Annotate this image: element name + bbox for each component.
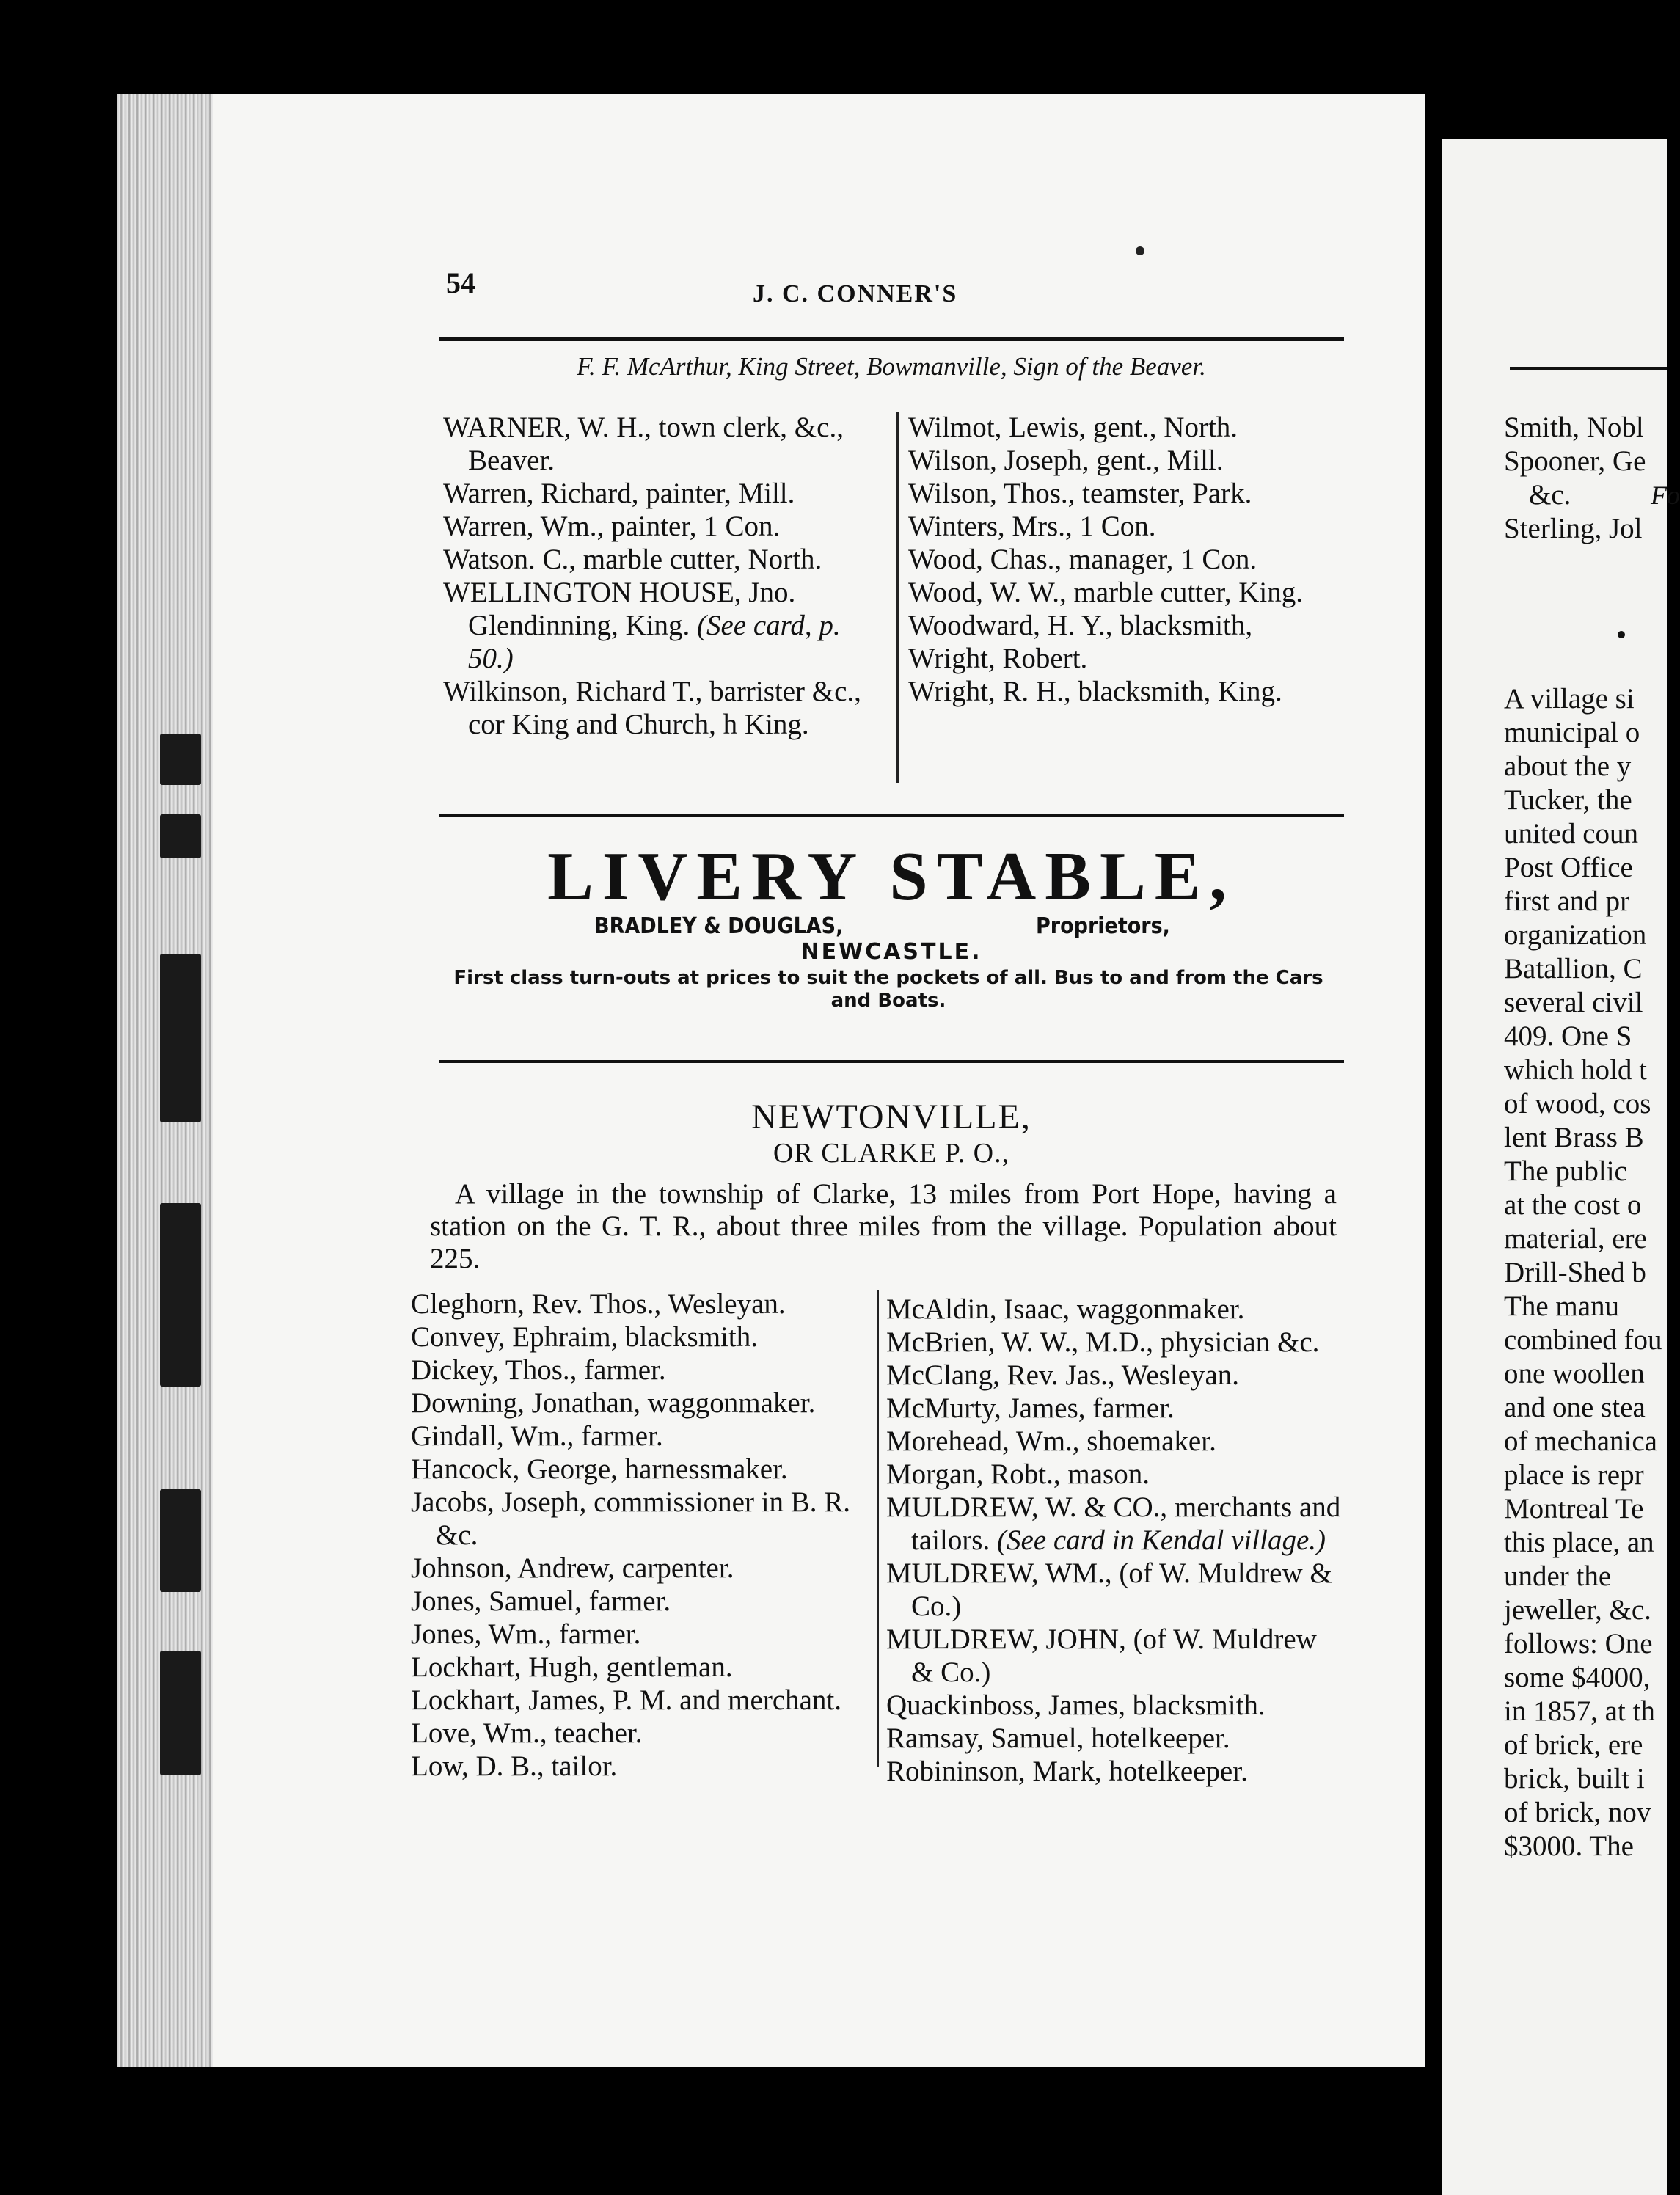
card-reference: (See card, p. 50.): [468, 610, 841, 674]
ink-speck: [1618, 631, 1625, 638]
list-item: combined fou: [1504, 1324, 1662, 1356]
list-item: first and pr: [1504, 885, 1630, 917]
list-item: Jones, Samuel, farmer.: [411, 1585, 671, 1617]
facing-body-lines: [1504, 682, 1662, 1863]
list-item: McBrien, W. W., M.D., physician &c.: [886, 1326, 1320, 1358]
list-item: united coun: [1504, 818, 1639, 850]
list-item: MULDREW, JOHN, (of W. Muldrew & Co.): [886, 1624, 1317, 1688]
edge-ink-marks: [160, 734, 204, 1775]
ad-owners: BRADLEY & DOUGLAS,: [594, 913, 844, 939]
page-number: 54: [446, 266, 475, 299]
list-item: Jones, Wm., farmer.: [411, 1618, 641, 1650]
list-item: place is repr: [1504, 1459, 1644, 1491]
list-item: and one stea: [1504, 1392, 1646, 1423]
ad-place: NEWCASTLE.: [800, 939, 982, 965]
list-item: Post Office: [1504, 852, 1633, 883]
directory-top-right: [908, 411, 1344, 708]
list-item: of brick, nov: [1504, 1797, 1651, 1828]
list-item: MULDREW, W. & CO., merchants and tailors. (See card in Kendal village.): [886, 1491, 1341, 1556]
facing-directory-lines: [1504, 411, 1646, 546]
list-item: Smith, Nobl: [1504, 412, 1644, 443]
directory-bottom-left: [411, 1288, 866, 1783]
list-item: Quackinboss, James, blacksmith.: [886, 1690, 1266, 1721]
column-divider: [896, 412, 899, 783]
list-item: McClang, Rev. Jas., Wesleyan.: [886, 1359, 1240, 1391]
list-item: Wright, Robert.: [908, 643, 1088, 674]
list-item: Warren, Wm., painter, 1 Con.: [443, 511, 781, 542]
list-item: A village si: [1504, 683, 1635, 715]
facing-running-head: Fo: [1651, 481, 1680, 510]
ad-role: Proprietors,: [1036, 913, 1170, 939]
list-item: Jacobs, Joseph, commissioner in B. R. &c.: [411, 1486, 851, 1551]
list-item: WELLINGTON HOUSE, Jno. Glendinning, King. (See card, p. 50.): [443, 577, 841, 674]
list-item: Wright, R. H., blacksmith, King.: [908, 676, 1282, 707]
header-rule: [439, 337, 1344, 341]
list-item: Cleghorn, Rev. Thos., Wesleyan.: [411, 1288, 786, 1320]
list-item: under the: [1504, 1560, 1612, 1592]
list-item: of mechanica: [1504, 1425, 1657, 1457]
column-divider: [877, 1290, 879, 1767]
running-head: J. C. CONNER'S: [753, 280, 958, 307]
ad-headline: LIVERY STABLE,: [547, 839, 1235, 915]
advertiser-tagline: F. F. McArthur, King Street, Bowmanville, Sign of the Beaver.: [577, 352, 1206, 381]
list-item: Sterling, Jol: [1504, 513, 1643, 544]
list-item: The manu: [1504, 1290, 1620, 1322]
card-reference: (See card in Kendal village.): [996, 1524, 1326, 1556]
list-item: which hold t: [1504, 1054, 1647, 1086]
list-item: Low, D. B., tailor.: [411, 1750, 618, 1782]
list-item: Woodward, H. Y., blacksmith,: [908, 610, 1253, 641]
list-item: jeweller, &c.: [1504, 1594, 1651, 1626]
list-item: &c.: [1529, 479, 1571, 511]
list-item: Lockhart, Hugh, gentleman.: [411, 1651, 733, 1683]
list-item: some $4000,: [1504, 1662, 1651, 1693]
list-item: Ramsay, Samuel, hotelkeeper.: [886, 1723, 1230, 1754]
list-item: Love, Wm., teacher.: [411, 1717, 643, 1749]
list-item: Wood, Chas., manager, 1 Con.: [908, 544, 1257, 575]
section-rule: [439, 814, 1344, 817]
page-gutter: [1425, 94, 1442, 2195]
list-item: in 1857, at th: [1504, 1695, 1655, 1727]
list-item: about the y: [1504, 750, 1632, 782]
section-title: NEWTONVILLE,: [751, 1098, 1031, 1136]
list-item: Wilson, Joseph, gent., Mill.: [908, 445, 1224, 476]
section-subtitle: OR CLARKE P. O.,: [773, 1138, 1010, 1169]
section-rule: [439, 1060, 1344, 1063]
list-item: McMurty, James, farmer.: [886, 1392, 1175, 1424]
list-item: Drill-Shed b: [1504, 1257, 1646, 1288]
list-item: Johnson, Andrew, carpenter.: [411, 1552, 734, 1584]
facing-header-rule: [1510, 367, 1667, 370]
list-item: Morgan, Robt., mason.: [886, 1458, 1150, 1490]
ink-speck: [1136, 246, 1144, 255]
list-item: The public: [1504, 1155, 1627, 1187]
list-item: Winters, Mrs., 1 Con.: [908, 511, 1156, 542]
list-item: 409. One S: [1504, 1020, 1632, 1052]
list-item: MULDREW, WM., (of W. Muldrew & Co.): [886, 1557, 1332, 1622]
list-item: Wood, W. W., marble cutter, King.: [908, 577, 1303, 608]
list-item: Lockhart, James, P. M. and merchant.: [411, 1684, 842, 1716]
list-item: Wilkinson, Richard T., barrister &c., cor King and Church, h King.: [443, 676, 861, 740]
list-item: Gindall, Wm., farmer.: [411, 1420, 663, 1452]
list-item: Morehead, Wm., shoemaker.: [886, 1425, 1216, 1457]
list-item: Wilmot, Lewis, gent., North.: [908, 412, 1238, 443]
directory-top-left: [443, 411, 889, 741]
list-item: Wilson, Thos., teamster, Park.: [908, 478, 1252, 509]
list-item: Hancock, George, harnessmaker.: [411, 1453, 788, 1485]
list-item: municipal o: [1504, 717, 1640, 748]
list-item: Montreal Te: [1504, 1493, 1644, 1524]
section-description: A village in the township of Clarke, 13 miles from Port Hope, having a station on the G. T. R., about three miles from the village. Population about 225.: [430, 1178, 1337, 1274]
list-item: lent Brass B: [1504, 1122, 1644, 1153]
list-item: $3000. The: [1504, 1830, 1634, 1862]
list-item: of wood, cos: [1504, 1088, 1651, 1120]
list-item: Batallion, C: [1504, 953, 1643, 985]
directory-bottom-right: [886, 1293, 1341, 1788]
list-item: this place, an: [1504, 1527, 1654, 1558]
list-item: at the cost o: [1504, 1189, 1642, 1221]
ad-copy: First class turn-outs at prices to suit the pockets of all. Bus to and from the Cars and Boats.: [453, 967, 1323, 1012]
list-item: Warren, Richard, painter, Mill.: [443, 478, 795, 509]
list-item: of brick, ere: [1504, 1729, 1643, 1761]
list-item: Watson. C., marble cutter, North.: [443, 544, 822, 575]
list-item: Robininson, Mark, hotelkeeper.: [886, 1756, 1248, 1787]
list-item: WARNER, W. H., town clerk, &c., Beaver.: [443, 412, 844, 476]
list-item: material, ere: [1504, 1223, 1647, 1254]
list-item: Downing, Jonathan, waggonmaker.: [411, 1387, 816, 1419]
list-item: Convey, Ephraim, blacksmith.: [411, 1321, 758, 1353]
list-item: one woollen: [1504, 1358, 1645, 1389]
list-item: several civil: [1504, 987, 1643, 1018]
list-item: follows: One: [1504, 1628, 1653, 1659]
list-item: McAldin, Isaac, waggonmaker.: [886, 1293, 1245, 1325]
list-item: Dickey, Thos., farmer.: [411, 1354, 666, 1386]
list-item: brick, built i: [1504, 1763, 1645, 1794]
list-item: organization: [1504, 919, 1647, 951]
list-item: Tucker, the: [1504, 784, 1632, 816]
list-item: Spooner, Ge: [1504, 445, 1646, 477]
